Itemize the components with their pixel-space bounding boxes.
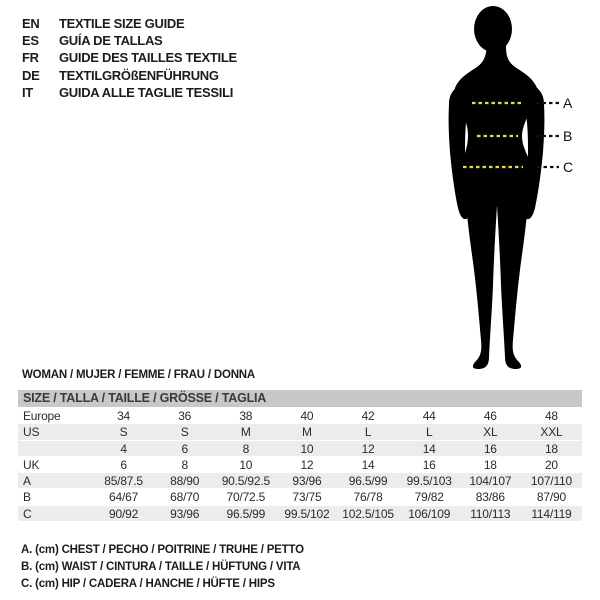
woman-silhouette-svg <box>400 0 600 390</box>
section-title: WOMAN / MUJER / FEMME / FRAU / DONNA <box>22 369 256 381</box>
table-row-us-numbers <box>18 440 582 456</box>
size-cell: 6 <box>120 457 127 472</box>
size-cell: 4 <box>120 441 127 456</box>
lang-title: TEXTILGRÖßENFÜHRUNG <box>59 67 219 83</box>
lang-title: TEXTILE SIZE GUIDE <box>59 16 185 31</box>
size-cell: 12 <box>361 441 375 456</box>
size-cell: L <box>425 425 433 440</box>
size-cell: 36 <box>178 409 192 423</box>
size-cell: S <box>119 425 128 440</box>
size-cell: XXL <box>540 425 563 440</box>
measurement-legend <box>21 542 304 593</box>
size-cell: 20 <box>544 457 558 472</box>
size-cell: 16 <box>422 457 436 472</box>
lang-row-it <box>22 84 237 101</box>
table-row-hip <box>18 505 582 521</box>
legend-item-chest: A. (cm) CHEST / PECHO / POITRINE / TRUHE / PETTO <box>21 544 304 556</box>
size-cell: M <box>240 425 251 440</box>
size-cell: 70/72.5 <box>226 490 266 505</box>
row-label: US <box>23 425 40 440</box>
row-label <box>18 441 93 456</box>
size-cell: 38 <box>239 409 253 423</box>
lang-row-de <box>22 67 237 84</box>
lang-title: GUIDA ALLE TAGLIE TESSILI <box>59 84 234 100</box>
size-cell: 102.5/105 <box>342 506 394 521</box>
figure-right-leg <box>496 172 530 369</box>
size-cell: 90.5/92.5 <box>221 474 270 489</box>
lang-row-fr <box>22 49 237 66</box>
lang-title: GUIDE DES TAILLES TEXTILE <box>59 50 237 66</box>
size-cell: 18 <box>544 441 558 456</box>
lang-code: DE <box>22 67 40 83</box>
marker-b-label: B <box>563 128 573 144</box>
marker-a-label: A <box>563 95 573 111</box>
size-cell: 46 <box>483 409 497 423</box>
row-label: A <box>23 474 31 489</box>
marker-c-label: C <box>563 159 574 175</box>
size-table-header: SIZE / TALLA / TAILLE / GRÖSSE / TAGLIA <box>18 390 582 407</box>
legend-item-waist: B. (cm) WAIST / CINTURA / TAILLE / HÜFTUNG / VITA <box>21 561 301 573</box>
table-row-waist <box>18 488 582 504</box>
size-cell: 93/96 <box>170 506 200 521</box>
size-cell: 104/107 <box>469 474 512 489</box>
size-cell: 10 <box>239 457 253 472</box>
size-cell: 99.5/103 <box>406 474 452 489</box>
lang-title: GUÍA DE TALLAS <box>59 33 163 49</box>
language-list <box>22 15 237 101</box>
size-cell: 14 <box>361 457 375 472</box>
lang-code: EN <box>22 16 40 31</box>
size-cell: 93/96 <box>292 474 322 489</box>
size-cell: 68/70 <box>170 490 200 505</box>
lang-row-es <box>22 32 237 49</box>
size-cell: 48 <box>544 409 558 423</box>
size-cell: 87/90 <box>536 490 566 505</box>
size-cell: 85/87.5 <box>104 474 143 489</box>
size-cell: 42 <box>361 409 375 423</box>
table-row-us-letters <box>18 423 582 439</box>
row-label: Europe <box>23 409 61 423</box>
table-row-uk <box>18 456 582 472</box>
size-cell: 96.5/99 <box>226 506 266 521</box>
size-cell: L <box>364 425 372 440</box>
size-cell: 79/82 <box>414 490 444 505</box>
row-label: C <box>23 506 32 521</box>
size-cell: M <box>302 425 312 440</box>
lang-code: IT <box>22 84 33 100</box>
size-cell: 114/119 <box>531 506 572 521</box>
size-cell: 44 <box>422 409 436 423</box>
size-cell: 40 <box>300 409 314 423</box>
size-cell: 76/78 <box>353 490 383 505</box>
size-cell: 99.5/102 <box>284 506 330 521</box>
size-cell: 110/113 <box>470 506 511 521</box>
size-cell: 106/109 <box>408 506 451 521</box>
size-cell: 83/86 <box>475 490 505 505</box>
size-cell: 64/67 <box>109 490 139 505</box>
size-cell: 107/110 <box>530 474 572 489</box>
measurement-figure <box>400 0 600 390</box>
size-cell: 14 <box>422 441 436 456</box>
size-cell: 6 <box>181 441 188 456</box>
size-cell: 34 <box>117 409 131 423</box>
size-cell: S <box>180 425 189 440</box>
size-cell: 73/75 <box>292 490 322 505</box>
table-row-chest <box>18 472 582 488</box>
legend-item-hip: C. (cm) HIP / CADERA / HANCHE / HÜFTE / HIPS <box>21 578 275 590</box>
figure-head <box>474 6 512 52</box>
woman-silhouette <box>449 6 545 369</box>
size-cell: 8 <box>181 457 188 472</box>
row-label: B <box>23 490 31 505</box>
lang-code: FR <box>22 50 39 66</box>
size-cell: 8 <box>242 441 250 456</box>
size-cell: 12 <box>300 457 314 472</box>
size-cell: 88/90 <box>170 474 200 489</box>
size-cell: 16 <box>483 441 497 456</box>
size-cell: 10 <box>300 441 314 456</box>
size-cell: 90/92 <box>109 506 139 521</box>
size-cell: 18 <box>483 457 497 472</box>
table-row-europe <box>18 407 582 423</box>
row-label: UK <box>23 457 40 472</box>
size-cell: 96.5/99 <box>348 474 388 489</box>
size-cell: XL <box>483 425 498 440</box>
lang-row-en <box>22 15 237 32</box>
figure-left-leg <box>464 172 498 369</box>
size-table <box>18 390 582 521</box>
lang-code: ES <box>22 33 39 49</box>
